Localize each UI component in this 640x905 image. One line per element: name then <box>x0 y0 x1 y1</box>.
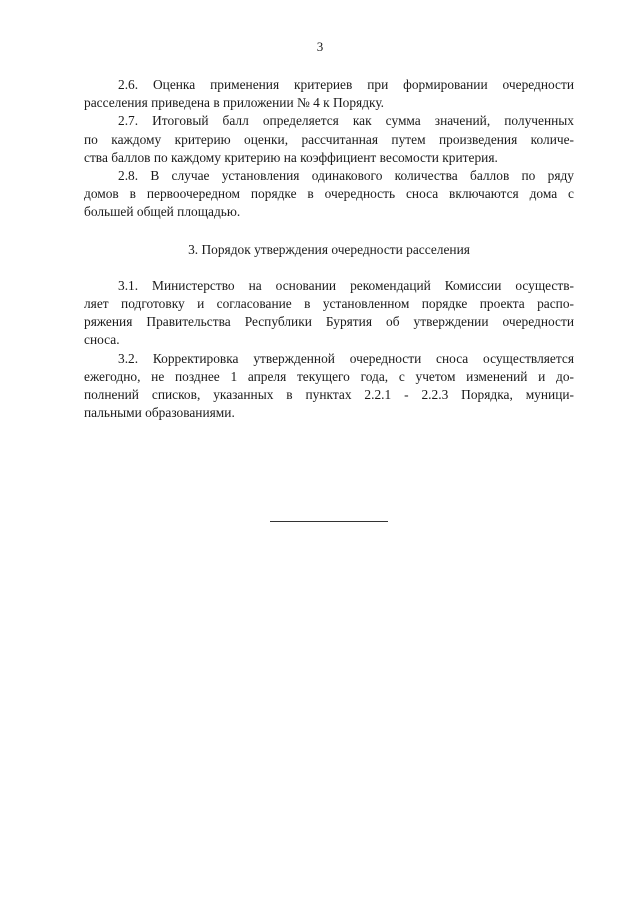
document-body <box>84 76 574 422</box>
paragraph-2-6 <box>84 76 574 112</box>
paragraph-line: 2.8. В случае установления одинакового количества баллов по ряду <box>118 168 574 184</box>
paragraph-line: ства баллов по каждому критерию на коэффициент весомости критерия. <box>84 149 498 165</box>
paragraph-line: большей общей площадью. <box>84 204 241 220</box>
paragraph-line: ряжения Правительства Республики Бурятия об утверждении очередности <box>84 314 574 330</box>
paragraph-line: сноса. <box>84 332 120 348</box>
page-number: 3 <box>316 39 324 54</box>
paragraph-3-1 <box>84 277 574 350</box>
paragraph-line: 3.2. Корректировка утвержденной очередности сноса осуществляется <box>118 350 574 366</box>
paragraph-line: по каждому критерию оценки, рассчитанная путем произведения количе- <box>84 131 574 147</box>
paragraph-line: домов в первоочередном порядке в очередность сноса включаются дома с <box>84 186 574 202</box>
paragraph-line: ежегодно, не позднее 1 апреля текущего года, с учетом изменений и до- <box>84 368 574 384</box>
paragraph-2-8 <box>84 167 574 222</box>
paragraph-line: 2.6. Оценка применения критериев при формировании очередности <box>118 77 574 92</box>
paragraph-line: ляет подготовку и согласование в установленном порядке проекта распо- <box>84 296 574 312</box>
paragraph-3-2 <box>84 350 574 423</box>
paragraph-line: расселения приведена в приложении № 4 к Порядку. <box>84 95 385 111</box>
section-title: 3. Порядок утверждения очередности расселения <box>188 241 470 257</box>
paragraph-line: полнений списков, указанных в пунктах 2.2.1 - 2.2.3 Порядка, муници- <box>84 387 574 403</box>
paragraph-2-7 <box>84 112 574 167</box>
paragraph-line: 2.7. Итоговый балл определяется как сумма значений, полученных <box>118 113 574 129</box>
paragraph-line: пальными образованиями. <box>84 405 235 421</box>
paragraph-line: 3.1. Министерство на основании рекомендаций Комиссии осуществ- <box>118 277 574 293</box>
closing-separator-line <box>270 521 388 522</box>
